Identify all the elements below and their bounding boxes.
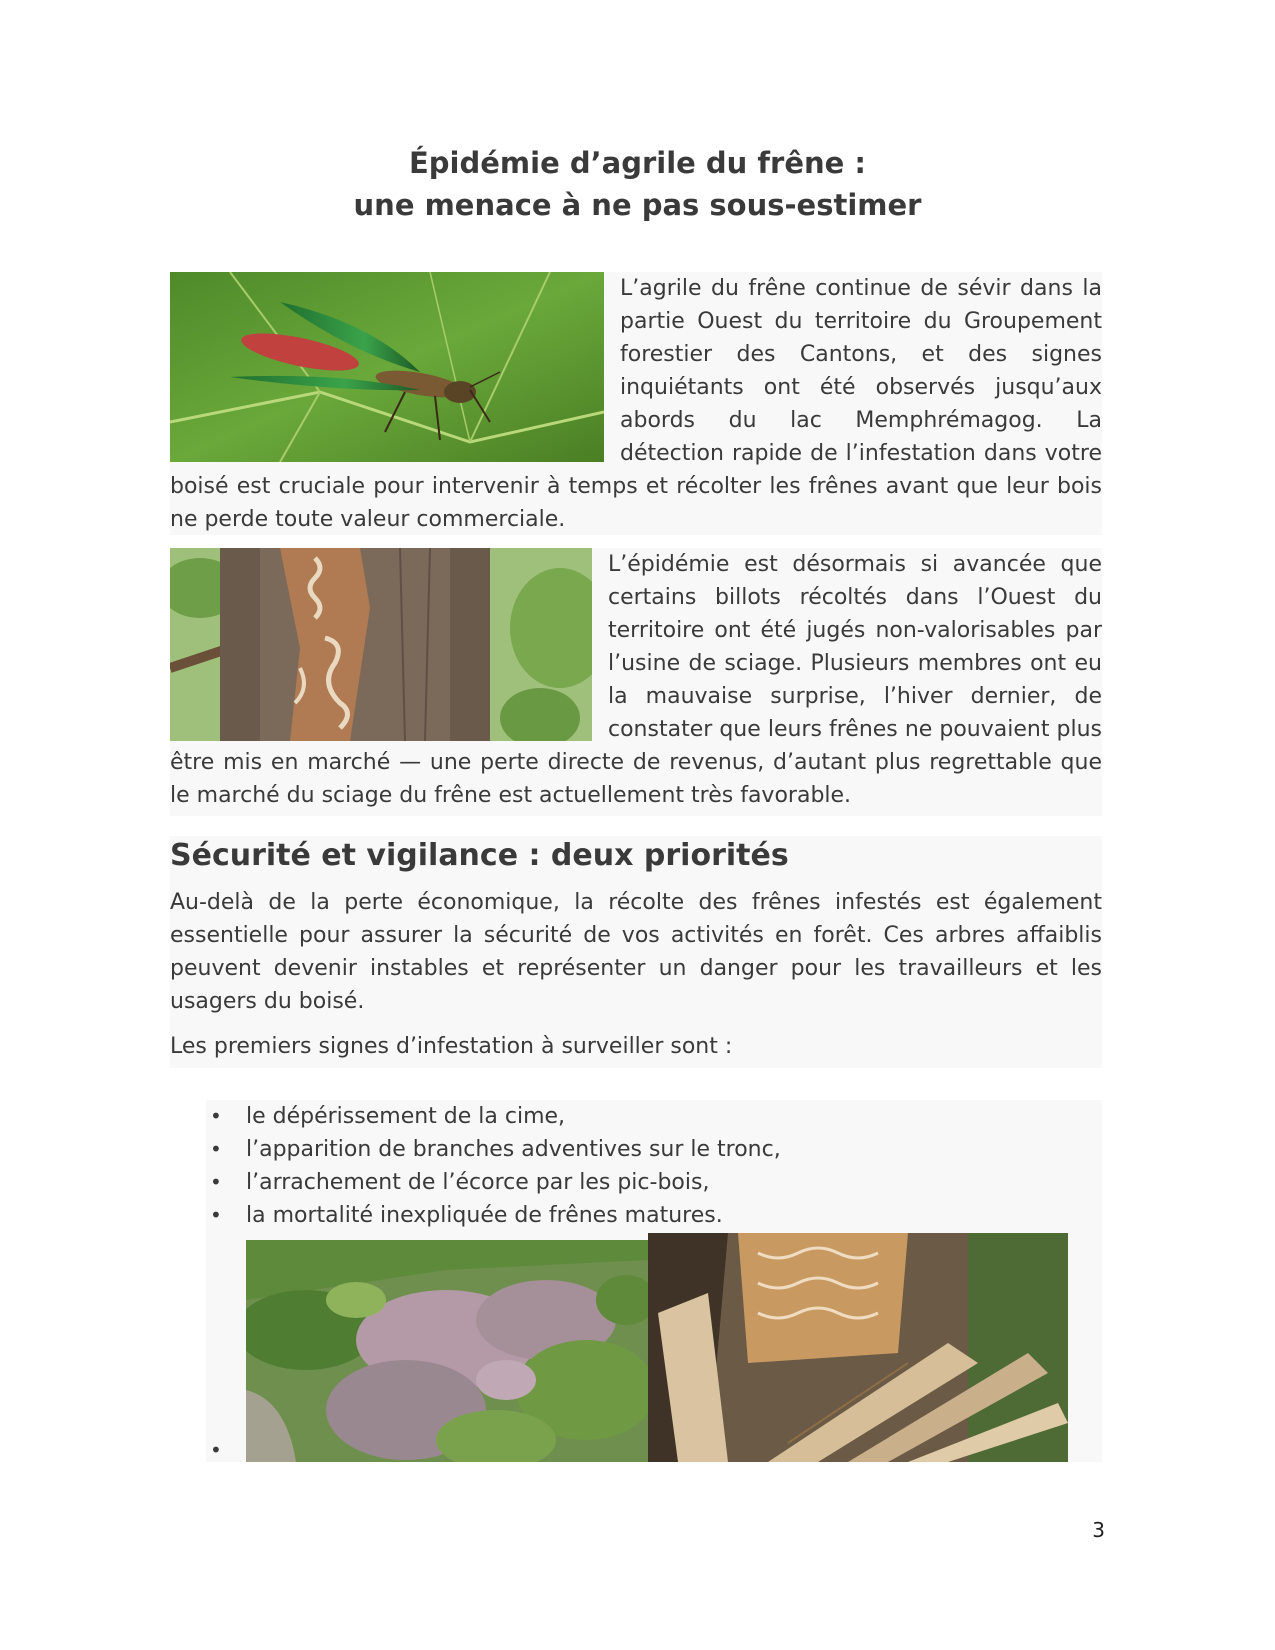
page-number: 3: [1092, 1518, 1105, 1542]
woodpecker-damage-photo: [648, 1233, 1068, 1462]
woodpecker-damage-image: [648, 1233, 1068, 1462]
safety-section: [170, 836, 1102, 1068]
section-heading: Sécurité et vigilance : deux priorités: [170, 838, 789, 873]
list-item: • l’arrachement de l’écorce par les pic-bois,: [246, 1166, 1102, 1199]
signs-list-box: [206, 1100, 1102, 1462]
intro-paragraph: L’agrile du frêne continue de sévir dans la partie Ouest du territoire du Groupement forestier des Cantons, et des signes inquiétants ont été observés jusqu’aux abords du lac Memphrémagog. La détection rapide de l’infestation dans votre boisé est cruciale pour intervenir à temps et récolter les frênes avant que leur bois ne perde toute valeur commerciale.: [170, 276, 1102, 532]
signs-intro: Les premiers signes d’infestation à surveiller sont :: [170, 1034, 733, 1059]
list-item: • l’apparition de branches adventives sur le tronc,: [246, 1133, 1102, 1166]
bark-galleries-photo: [170, 548, 592, 741]
harvest-section: [170, 548, 1102, 816]
harvest-paragraph: L’épidémie est désormais si avancée que certains billots récoltés dans l’Ouest du territoire ont été jugés non-valorisables par l’usine de sciage. Plusieurs membres ont eu la mauvaise surprise, l’hiver dernier, de constater que leurs frênes ne pouvaient plus être mis en marché — une perte directe de revenus, d’autant plus regrettable que le marché du sciage du frêne est actuellement très favorable.: [170, 552, 1102, 808]
signs-list: [206, 1100, 1102, 1232]
empty-bullet: •: [210, 1438, 222, 1462]
title-line-2: une menace à ne pas sous-estimer: [353, 188, 922, 222]
crown-dieback-image: [246, 1240, 648, 1462]
beetle-photo: [170, 272, 604, 462]
bark-galleries-image: [170, 548, 592, 741]
safety-paragraph: Au-delà de la perte économique, la récolte des frênes infestés est également essentielle pour assurer la sécurité de vos activités en forêt. Ces arbres affaiblis peuvent devenir instables et représenter un danger pour les travailleurs et les usagers du boisé.: [170, 890, 1102, 1014]
intro-section: [170, 272, 1102, 535]
list-item: • la mortalité inexpliquée de frênes matures.: [246, 1199, 1102, 1232]
list-item: • le dépérissement de la cime,: [246, 1100, 1102, 1133]
page-title: [0, 142, 1275, 226]
title-line-1: Épidémie d’agrile du frêne :: [408, 146, 866, 180]
emerald-ash-borer-image: [170, 272, 604, 462]
symptom-photos: [246, 1233, 1068, 1462]
crown-dieback-photo: [246, 1240, 648, 1462]
